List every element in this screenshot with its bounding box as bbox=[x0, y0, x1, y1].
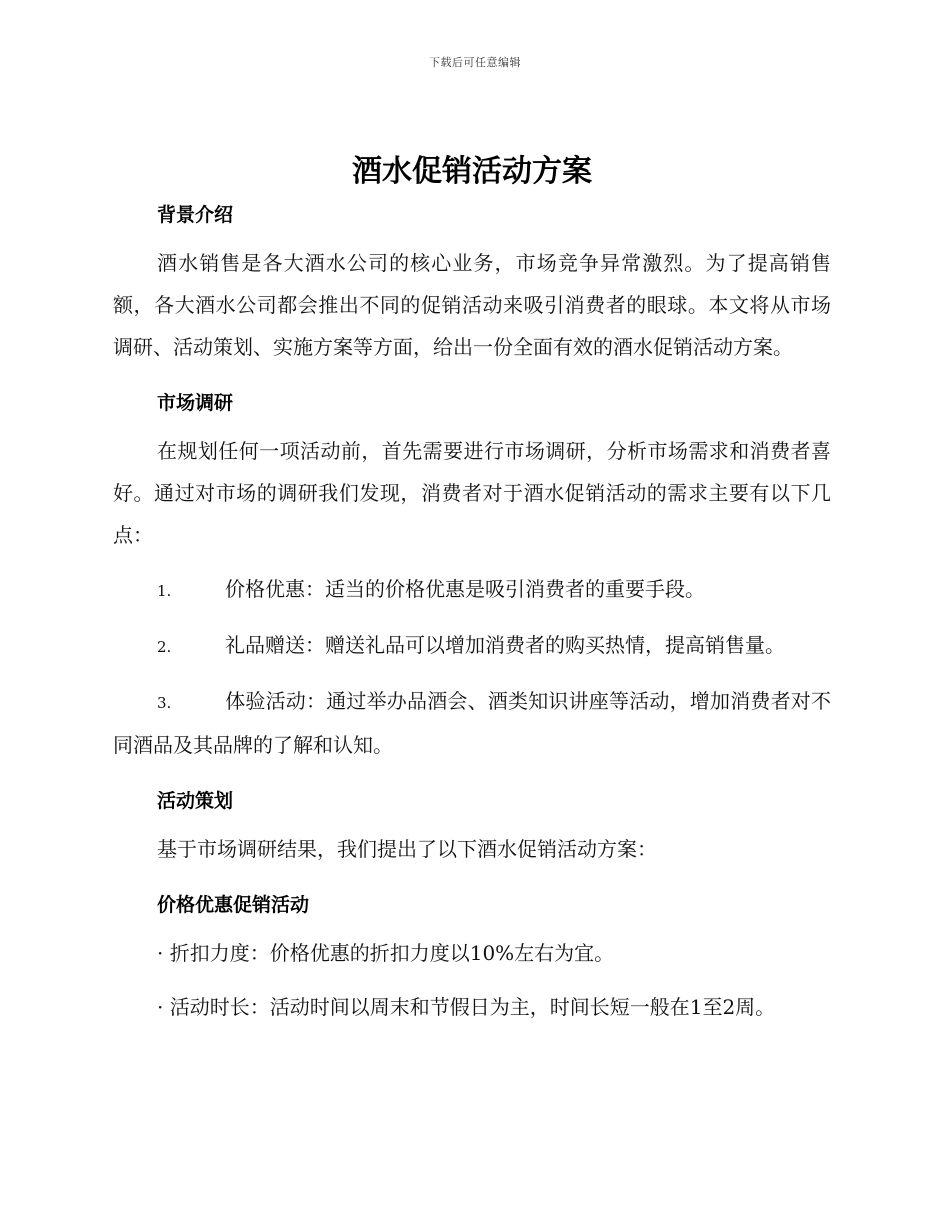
bullet-item: · 折扣力度：价格优惠的折扣力度以10%左右为宜。 bbox=[157, 941, 615, 965]
paragraph-planning: 基于市场调研结果，我们提出了以下酒水促销活动方案： bbox=[157, 837, 657, 861]
list-number: 2. bbox=[157, 638, 172, 656]
section-heading-background: 背景介绍 bbox=[157, 204, 234, 226]
list-number: 1. bbox=[157, 582, 172, 600]
page-title: 酒水促销活动方案 bbox=[352, 154, 592, 189]
list-item bbox=[113, 624, 831, 668]
bullet-item: · 活动时长：活动时间以周末和节假日为主，时间长短一般在1至2周。 bbox=[157, 995, 776, 1019]
list-item bbox=[113, 568, 831, 612]
list-text: 价格优惠：适当的价格优惠是吸引消费者的重要手段。 bbox=[225, 577, 705, 601]
list-text: 礼品赠送：赠送礼品可以增加消费者的购买热情，提高销售量。 bbox=[225, 633, 785, 657]
section-heading-research: 市场调研 bbox=[157, 392, 234, 414]
list-number: 3. bbox=[157, 694, 172, 712]
paragraph-background: 酒水销售是各大酒水公司的核心业务，市场竞争异常激烈。为了提高销售额，各大酒水公司都会推出不同的促销活动来吸引消费者的眼球。本文将从市场调研、活动策划、实施方案等方面，给出一份全面有效的酒水促销活动方案。 bbox=[113, 251, 831, 359]
list-item bbox=[113, 680, 831, 766]
section-heading-planning: 活动策划 bbox=[157, 790, 234, 812]
header-note: 下载后可任意编辑 bbox=[429, 56, 521, 69]
paragraph-research: 在规划任何一项活动前，首先需要进行市场调研，分析市场需求和消费者喜好。通过对市场的调研我们发现，消费者对于酒水促销活动的需求主要有以下几点： bbox=[113, 439, 831, 547]
document-body bbox=[113, 150, 831, 1028]
section-heading-price-promo: 价格优惠促销活动 bbox=[157, 894, 310, 916]
list-text: 体验活动：通过举办品酒会、酒类知识讲座等活动，增加消费者对不同酒品及其品牌的了解和认知。 bbox=[113, 689, 831, 757]
